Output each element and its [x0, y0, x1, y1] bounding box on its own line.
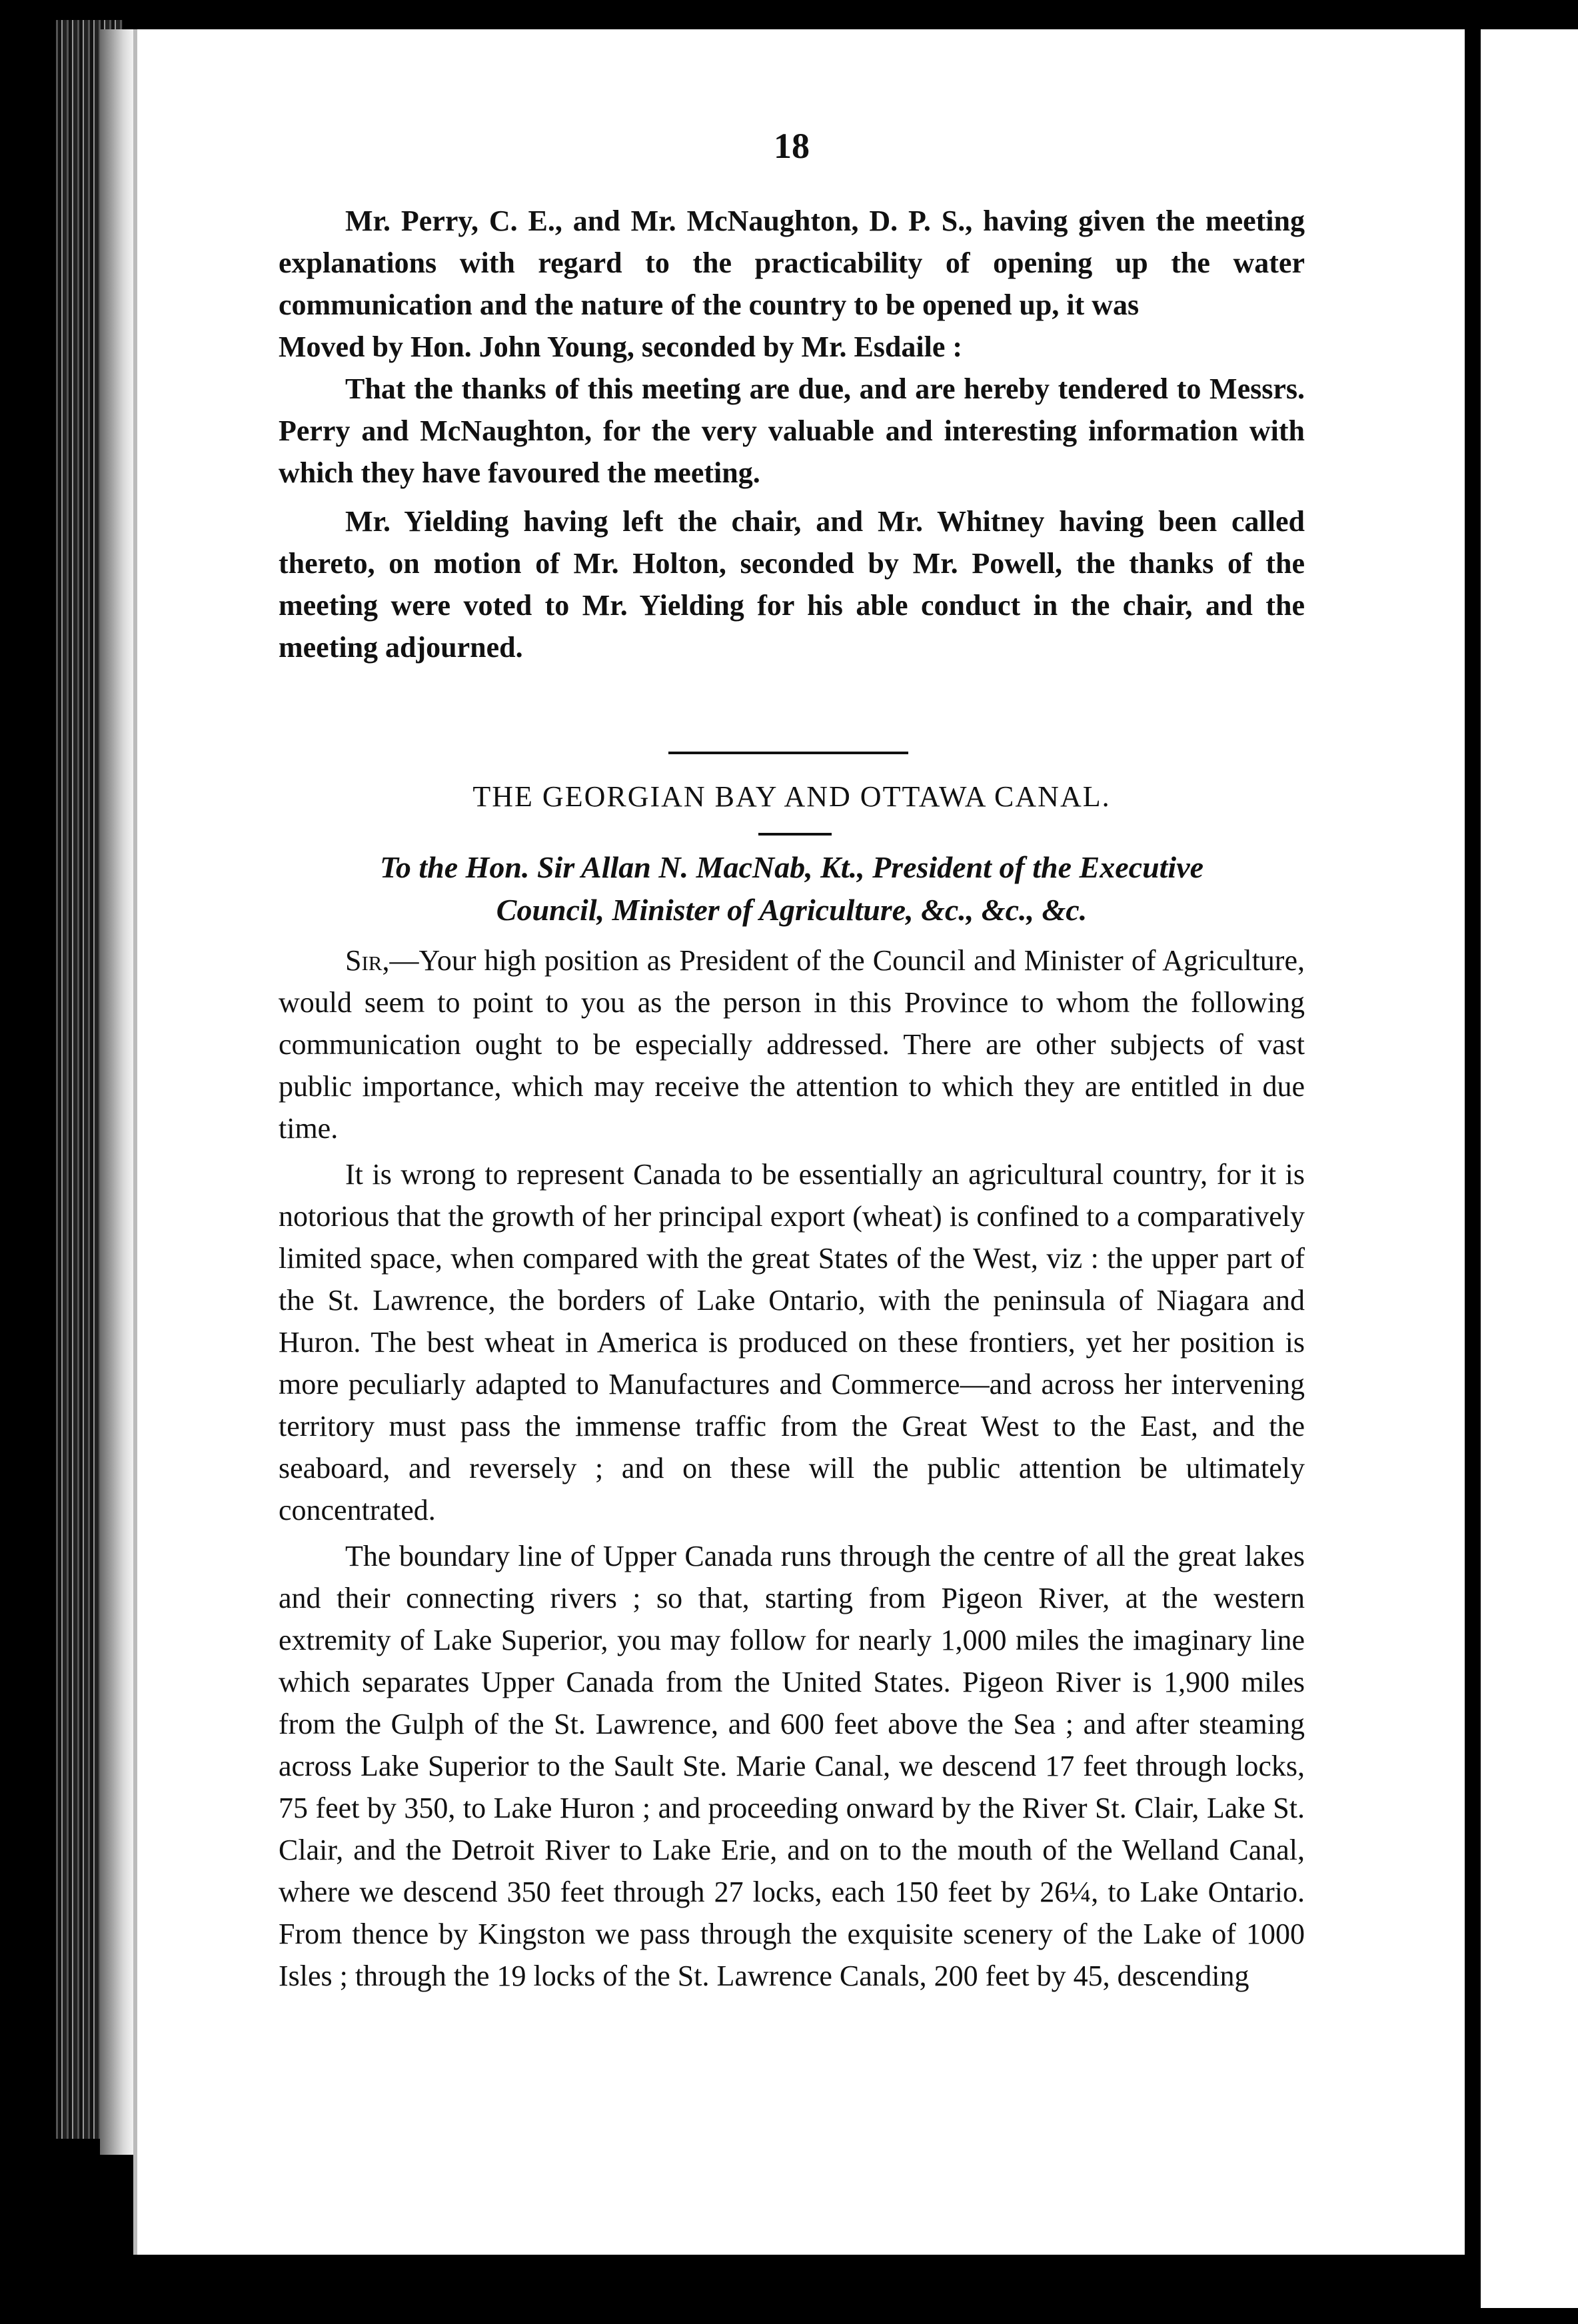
salutation-sir: Sir, [345, 944, 390, 977]
meeting-minutes [279, 200, 1305, 668]
page-gutter-shadow [100, 29, 133, 2155]
paragraph-adjourned: Mr. Yielding having left the chair, and Mr. Whitney having been called thereto, on motion of Mr. Holton, seconded by Mr. Powell, the thanks of the meeting were voted to Mr. Yielding for his able conduct in the chair, and the meeting adjourned. [279, 505, 1305, 664]
section-divider-top [668, 752, 908, 754]
paragraph-thanks: That the thanks of this meeting are due, and are hereby tendered to Messrs. Perry and McNaughton, for the very valuable and interesting information with which they have favoured the meeting. [279, 372, 1305, 489]
letter-paragraph-1-text: —Your high position as President of the Council and Minister of Agriculture, would seem to point to you as the person in this Province to whom the following communication ought to be especially addressed. There are other subjects of vast public importance, which may receive the attention to which they are entitled in due time. [279, 944, 1305, 1145]
salutation-line-2: Council, Minister of Agriculture, &c., &c., &c. [496, 893, 1088, 927]
salutation-line-1: To the Hon. Sir Allan N. MacNab, Kt., President of the Executive [379, 850, 1204, 884]
salutation [279, 846, 1305, 931]
facing-page-edge [1481, 29, 1578, 2308]
paragraph-explanations: Mr. Perry, C. E., and Mr. McNaughton, D. P. S., having given the meeting explanations with regard to the practicability of opening up the water communication and the nature of the country to be opened up, it was [279, 205, 1305, 321]
letter-body [279, 939, 1305, 1997]
letter-paragraph-3: The boundary line of Upper Canada runs through the centre of all the great lakes and their connecting rivers ; so that, starting from Pigeon River, at the western extremity of Lake Superior, you may follow for nearly 1,000 miles the imaginary line which separates Upper Canada from the United States. Pigeon River is 1,900 miles from the Gulph of the St. Lawrence, and 600 feet above the Sea ; and after steaming across Lake Superior to the Sault Ste. Marie Canal, we descend 17 feet through locks, 75 feet by 350, to Lake Huron ; and proceeding onward by the River St. Clair, Lake St. Clair, and the Detroit River to Lake Erie, and on to the mouth of the Welland Canal, where we descend 350 feet through 27 locks, each 150 feet by 26¼, to Lake Ontario. From thence by Kingston we pass through the exquisite scenery of the Lake of 1000 Isles ; through the 19 locks of the St. Lawrence Canals, 200 feet by 45, descending [279, 1540, 1305, 1992]
section-divider-short [758, 833, 832, 836]
letter-paragraph-2: It is wrong to represent Canada to be essentially an agricultural country, for it is notorious that the growth of her principal export (wheat) is confined to a comparatively limited space, when compared with the great States of the West, viz : the upper part of the St. Lawrence, the borders of Lake Ontario, with the peninsula of Niagara and Huron. The best wheat in America is produced on these frontiers, yet her position is more peculiarly adapted to Manufactures and Commerce—and across her intervening territory must pass the immense traffic from the Great West to the East, and the seaboard, and reversely ; and on these will the public attention be ultimately concentrated. [279, 1158, 1305, 1526]
section-heading: THE GEORGIAN BAY AND OTTAWA CANAL. [472, 780, 1111, 813]
paragraph-motion: Moved by Hon. John Young, seconded by Mr. Esdaile : [279, 330, 963, 363]
page-number: 18 [774, 126, 810, 166]
letter-paragraph-1 [279, 939, 1305, 1149]
